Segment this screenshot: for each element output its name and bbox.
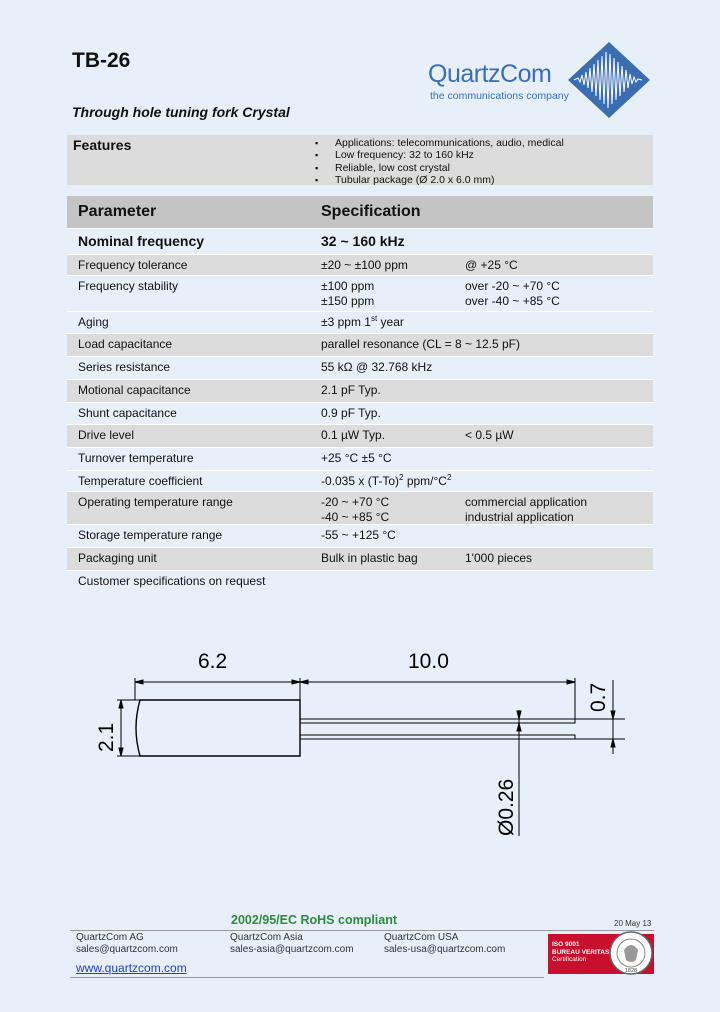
spec-value <box>321 315 404 329</box>
seal-year: 1828 <box>624 968 638 974</box>
spec-row <box>67 491 653 524</box>
spec-value-2: ±150 ppm <box>321 294 375 308</box>
spec-header-row <box>67 196 653 228</box>
param-name: Turnover temperature <box>78 451 194 465</box>
spec-row <box>67 524 653 547</box>
footer-divider-2 <box>70 977 544 978</box>
footer-asia <box>230 932 354 956</box>
footer-asia-email[interactable]: sales-asia@quartzcom.com <box>230 944 354 955</box>
spec-value: 0.1 µW Typ. <box>321 428 386 442</box>
spec-header: Specification <box>321 203 421 220</box>
lead-bottom <box>300 735 575 739</box>
page-subtitle: Through hole tuning fork Crystal <box>72 104 290 120</box>
page-title: TB-26 <box>72 49 131 72</box>
quartzcom-logo <box>428 36 650 120</box>
features-list <box>315 137 564 186</box>
spec-row <box>67 311 653 333</box>
iso-line1: ISO 9001 <box>552 941 580 948</box>
iso-line2: BUREAU VERITAS <box>552 948 610 956</box>
param-name: Operating temperature range <box>78 495 233 509</box>
spec-condition: < 0.5 µW <box>465 428 514 442</box>
spec-row <box>67 402 653 424</box>
dim-lead-length: 10.0 <box>408 650 449 673</box>
dim-lead-diameter: Ø0.26 <box>495 778 518 836</box>
spec-value: 32 ~ 160 kHz <box>321 233 405 249</box>
spec-value-main: -0.035 x (T-To) <box>321 474 400 488</box>
param-name: Drive level <box>78 428 135 442</box>
doc-date: 20 May 13 <box>614 919 652 928</box>
spec-row <box>67 447 653 470</box>
spec-value-tail: ppm/°C <box>403 474 447 488</box>
spec-condition-2: over -40 ~ +85 °C <box>465 294 560 308</box>
spec-value-sup2: 2 <box>446 473 452 482</box>
footer-usa-name: QuartzCom USA <box>384 932 459 943</box>
param-name: Frequency tolerance <box>78 258 188 272</box>
param-header: Parameter <box>78 203 157 220</box>
footer-ag-email[interactable]: sales@quartzcom.com <box>76 944 178 955</box>
dim-body-length: 6.2 <box>198 650 228 673</box>
spec-value <box>321 474 451 488</box>
spec-row <box>67 547 653 570</box>
footer-asia-name: QuartzCom Asia <box>230 932 303 943</box>
spec-value: ±100 ppm <box>321 279 375 293</box>
logo-tagline: the communications company <box>430 90 569 102</box>
param-name: Packaging unit <box>78 551 157 565</box>
dim-diameter: 2.1 <box>95 722 118 752</box>
param-name: Aging <box>78 315 109 329</box>
spec-condition: 1'000 pieces <box>465 551 533 565</box>
bureau-veritas-seal-icon <box>608 930 654 976</box>
spec-value: 2.1 pF Typ. <box>321 383 381 397</box>
iso-certification-badge <box>548 934 654 974</box>
spec-condition: over -20 ~ +70 °C <box>465 279 560 293</box>
spec-row <box>67 333 653 356</box>
footer-usa-email[interactable]: sales-usa@quartzcom.com <box>384 944 506 955</box>
features-box <box>67 135 653 185</box>
crystal-body <box>136 700 300 756</box>
spec-row <box>67 254 653 275</box>
spec-value-sup: st <box>370 314 378 323</box>
spec-table <box>67 196 653 593</box>
waveform-diamond-icon <box>568 42 650 118</box>
param-name: Customer specifications on request <box>78 574 266 588</box>
param-name: Load capacitance <box>78 337 173 351</box>
rohs-statement: 2002/95/EC RoHS compliant <box>231 913 398 927</box>
param-name: Shunt capacitance <box>78 406 177 420</box>
feature-item: ▪ Low frequency: 32 to 160 kHz <box>315 149 564 161</box>
spec-value: parallel resonance (CL = 8 ~ 12.5 pF) <box>321 337 521 351</box>
spec-value: Bulk in plastic bag <box>321 551 418 565</box>
spec-value: -55 ~ +125 °C <box>321 528 396 542</box>
param-name: Nominal frequency <box>78 233 205 249</box>
footer-usa <box>384 932 505 956</box>
spec-value-tail: year <box>377 315 404 329</box>
lead-top <box>300 719 575 723</box>
spec-value-sup: 2 <box>399 473 404 482</box>
spec-condition: commercial application <box>465 495 588 509</box>
footer-ag <box>76 932 178 956</box>
logo-name: QuartzCom <box>428 60 552 88</box>
spec-row <box>67 470 653 491</box>
spec-value: -20 ~ +70 °C <box>321 495 390 509</box>
iso-line3: Certification <box>552 956 587 963</box>
spec-row <box>67 379 653 402</box>
param-name: Series resistance <box>78 360 171 374</box>
spec-condition: @ +25 °C <box>465 258 518 272</box>
param-name: Temperature coefficient <box>78 474 203 488</box>
footer-ag-name: QuartzCom AG <box>76 932 144 943</box>
spec-value-main: ±3 ppm 1 <box>321 315 371 329</box>
spec-row <box>67 356 653 379</box>
spec-row <box>67 275 653 311</box>
feature-item: ▪ Reliable, low cost crystal <box>315 162 564 174</box>
spec-row <box>67 228 653 254</box>
features-heading: Features <box>73 137 132 153</box>
footer-divider <box>70 930 654 931</box>
spec-value: +25 °C ±5 °C <box>321 451 392 465</box>
param-name: Frequency stability <box>78 279 179 293</box>
feature-item: ▪ Applications: telecommunications, audio, medical <box>315 137 564 149</box>
param-name: Storage temperature range <box>78 528 223 542</box>
spec-value: ±20 ~ ±100 ppm <box>321 258 408 272</box>
spec-row <box>67 570 653 593</box>
spec-rows <box>67 228 653 593</box>
spec-row <box>67 424 653 447</box>
package-drawing <box>70 640 630 840</box>
spec-value-2: -40 ~ +85 °C <box>321 510 390 524</box>
spec-value: 0.9 pF Typ. <box>321 406 381 420</box>
param-name: Motional capacitance <box>78 383 191 397</box>
dim-lead-pitch: 0.7 <box>587 682 610 712</box>
spec-value: 55 kΩ @ 32.768 kHz <box>321 360 433 374</box>
website-link[interactable]: www.quartzcom.com <box>76 961 187 975</box>
feature-item: ▪ Tubular package (Ø 2.0 x 6.0 mm) <box>315 174 564 186</box>
spec-condition-2: industrial application <box>465 510 574 524</box>
